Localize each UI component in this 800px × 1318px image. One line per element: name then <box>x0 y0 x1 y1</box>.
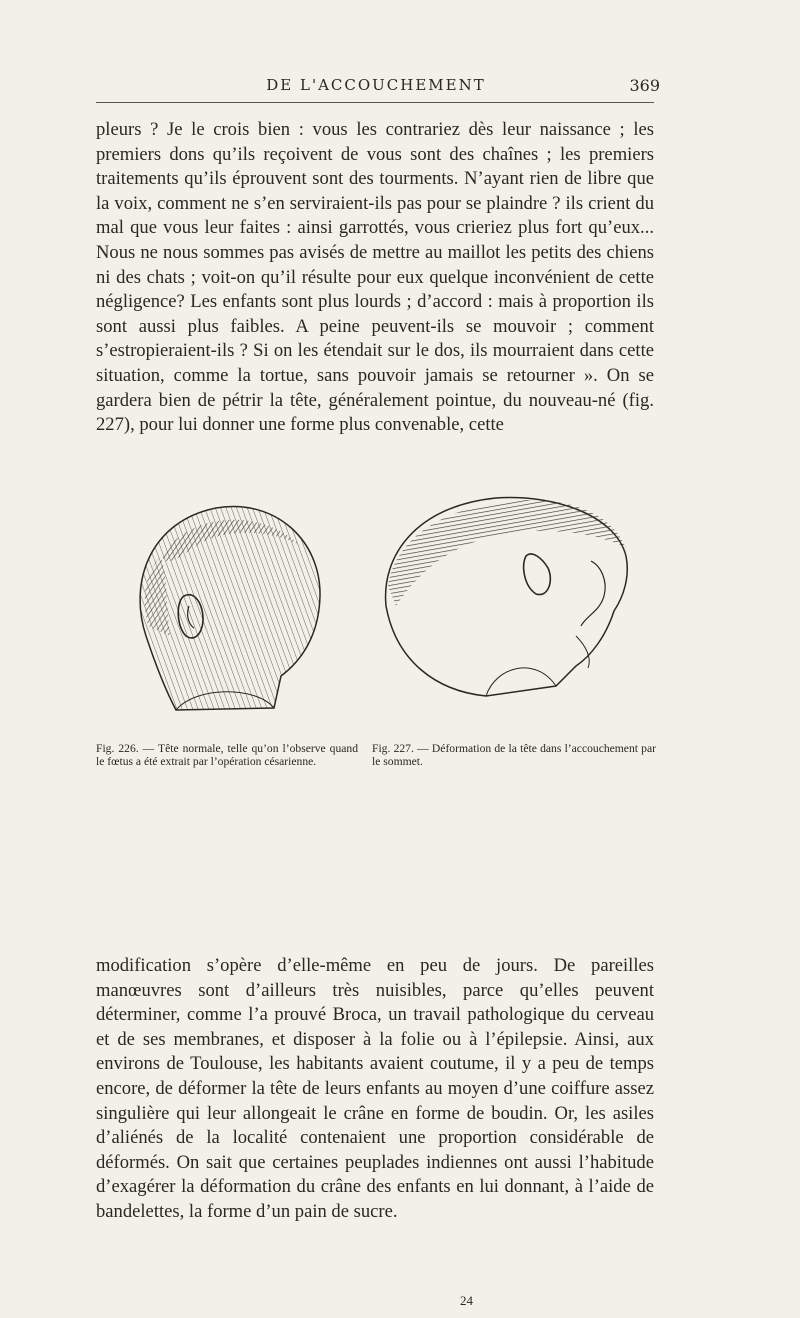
paragraph-1: pleurs ? Je le crois bien : vous les contrariez dès leur naissance ; les premiers dons qu’ils reçoivent de vous sont des chaînes ; les premiers traitements qu’ils éprouvent sont des tourments. N’ayant rien de libre que la voix, comment ne s’en serviraient-ils pas pour se plaindre ? ils crient du mal que vous leur faites : ainsi garrottés, vous crieriez plus fort qu’eux... Nous ne nous sommes pas avisés de mettre au maillot les petits des chiens ni des chats ; voit-on qu’il résulte pour eux quelque inconvénient de cette négligence? Les enfants sont plus lourds ; d’accord : mais à proportion ils sont aussi plus faibles. A peine peuvent-ils se mouvoir ; comment s’estropieraient-ils ? Si on les étendait sur le dos, ils mourraient dans cette situation, comme la tortue, sans pouvoir jamais se retourner ». On se gardera bien de pétrir la tête, généralement pointue, du nouveau-né (fig. 227), pour lui donner une forme plus convenable, cette <box>96 119 654 436</box>
figure-227-caption: Fig. 227. — Déformation de la tête dans l’accouchement par le sommet. <box>372 742 656 768</box>
signature-mark: 24 <box>460 1293 473 1308</box>
header-rule <box>96 102 654 103</box>
figure-226-caption: Fig. 226. — Tête normale, telle qu’on l’observe quand le fœtus a été extrait par l’opération césarienne. <box>96 742 358 768</box>
figures-row <box>96 486 654 718</box>
page-number: 369 <box>629 76 660 95</box>
paragraph-2: modification s’opère d’elle-même en peu de jours. De pareilles manœuvres sont d’ailleurs très nuisibles, parce qu’elles peuvent déterminer, comme l’a prouvé Broca, un travail pathologique du cerveau et de ses membranes, et disposer à la folie ou à l’épilepsie. Ainsi, aux environs de Toulouse, les habitants avaient coutume, il y a peu de temps encore, de déformer la tête de leurs enfants au moyen d’une coiffure assez singulière qui leur allongeait le crâne en forme de boudin. Or, les asiles d’aliénés de la localité contenaient une proportion considérable de déformés. On sait que certaines peuplades indiennes ont aussi l’habitude d’exagérer la déformation du crâne des enfants en lui donnant, à l’aide de bandelettes, la forme d’un pain de sucre. <box>96 955 654 1222</box>
figure-227-illustration <box>376 486 632 716</box>
figure-226-illustration <box>106 486 336 716</box>
page-header <box>96 76 660 102</box>
running-title: DE L'ACCOUCHEMENT <box>266 76 486 94</box>
